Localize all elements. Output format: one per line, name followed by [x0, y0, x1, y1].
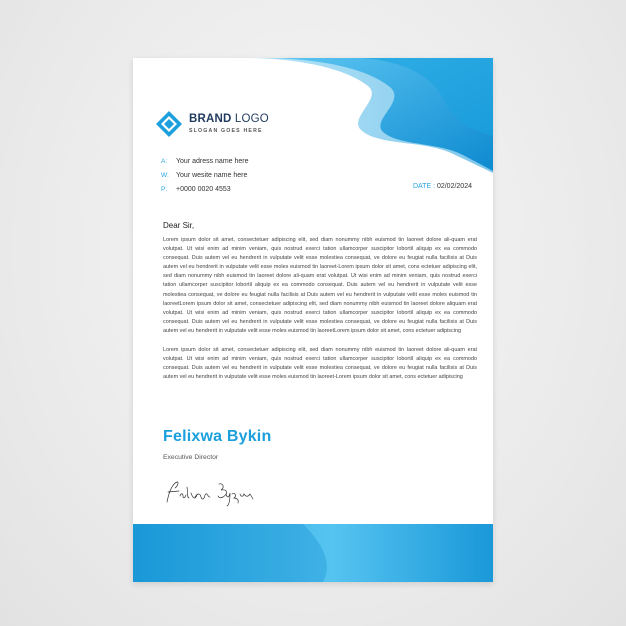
brand-title: BRAND LOGO: [189, 113, 269, 126]
website-key: W:: [161, 171, 169, 179]
signer-block: [163, 428, 271, 461]
date-value: 02/02/2024: [436, 183, 472, 190]
greeting: Dear Sir,: [163, 221, 195, 230]
letter-body: [163, 221, 477, 392]
address-value: Your adress name here: [176, 157, 249, 165]
bottom-band-decoration: [133, 524, 493, 582]
body-paragraph-1: Lorem ipsum dolor sit amet, consectetuer adipiscing elit, sed diam nonummy nibh euismod tin laoreet dolore ali-quam erat volutpat. Ut wisi enim ad minim veniam, quis nostrud exerci tation ullamcorper suscipitor lobortil aliquip ex ea commodo consequat. Duis autem vel eu hendrerit in vulputate velit esse molestiea consequat, ve dolore eu feugiat nulla facilisis at Duis autem vel eu hendrerit in vulputate velit esse moles euismod tin laoreet-Lorem ipsum dolor sit amet, cons ectetuer adipiscing elit, sed diam nonummy nibh euismod tin laoreet dolore ali-quam erat volutpat. Ut wisi enim ad minim veniam, quis nostrud exerci tation ullamcorper suscipitor lobortil aliquip ex ea commodo consequat. Duis autem vel eu hendrerit in vulputate velit esse molestiea consequat, ve dolore eu feugiat nulla facilisis at Duis autem vel eu hendrerit in vulputate velit esse moles euismod tin laoreetLorem ipsum dolor sit amet, consectetuer adipiscing elit, sed diam nonummy nibh euismod tin laoreet dolore aliquam erat volutpat. Ut wisi enim ad minim veniam, quis nostrud exerci tation ullamcorper suscipitor lobortil aliquip ex ea commodo consequat. Duis autem vel eu hendrerit in vulputate velit esse molestiea consequat, ve dolore eu feugiat nulla facilisis at Duis autem vel eu hendrerit in vulputate velit esse moles euismod tin laoreetLorem ipsum dolor sit amet, cons ectetuer adipiscing: [163, 237, 477, 334]
contact-list: [161, 154, 249, 196]
phone-key: P:: [161, 185, 168, 193]
handwritten-signature: [163, 478, 263, 508]
brand-tagline: SLOGAN GOES HERE: [189, 127, 263, 134]
date-label: DATE :: [412, 183, 437, 190]
website-value: Your wesite name here: [176, 171, 248, 179]
letterhead-page: [133, 58, 493, 582]
letter-date: [413, 183, 472, 190]
signer-name: Felixwa Bykin: [163, 428, 272, 445]
signer-title: Executive Director: [163, 454, 219, 461]
body-paragraph-2: Lorem ipsum dolor sit amet, consectetuer adipiscing elit, sed diam nonummy nibh euismod tin laoreet dolore ali-quam erat volutpat. Ut wisi enim ad minim veniam, quis nostrud exerci tation ullamcorper suscipitor lobortil aliquip ex ea commodo consequat. Duis autem vel eu hendrerit in vulputate velit esse molestiea consequat, ve dolore eu feugiat nulla facilisis at Duis autem vel eu hendrerit in vulputate velit esse moles euismod tin laoreet-Lorem ipsum dolor sit amet, cons ectetuer adipiscing: [163, 347, 477, 381]
brand-logo: [155, 110, 269, 138]
diamond-logo-icon: [155, 110, 183, 138]
contact-phone: [161, 182, 249, 196]
address-key: A:: [161, 157, 168, 165]
phone-value: +0000 0020 4553: [176, 185, 231, 193]
contact-address: [161, 154, 249, 168]
contact-website: [161, 168, 249, 182]
